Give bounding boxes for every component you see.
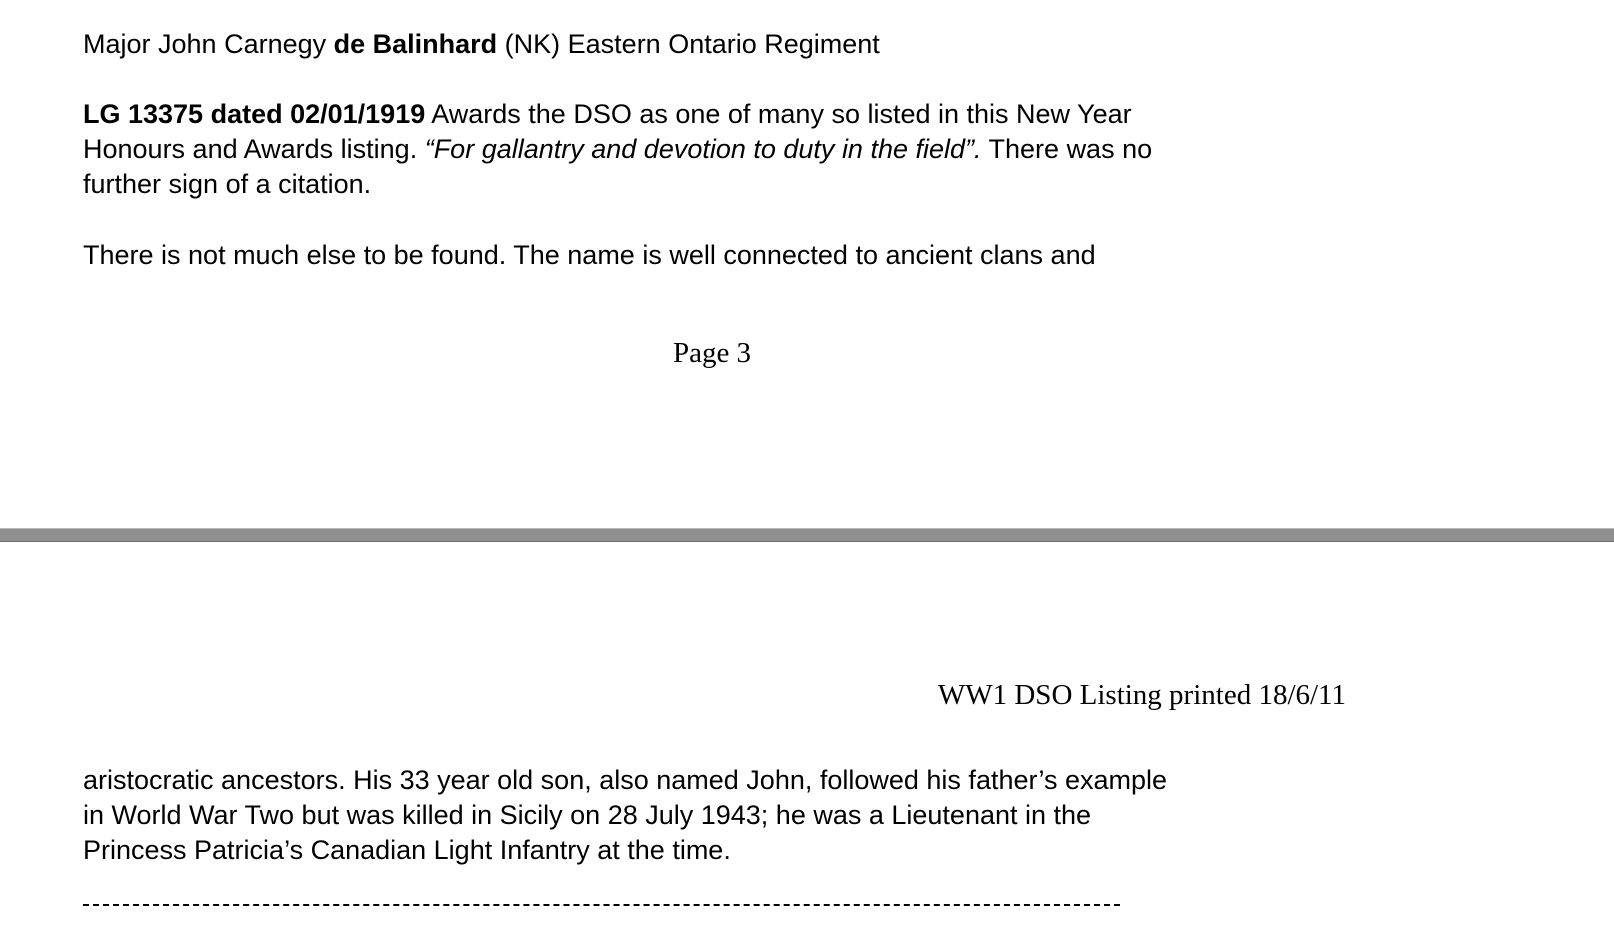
award-line-1-text: Awards the DSO as one of many so listed in this New Year xyxy=(425,99,1132,129)
citation-quote: “For gallantry and devotion to duty in the field”. xyxy=(424,134,982,164)
award-paragraph xyxy=(83,97,1152,202)
continuation-line-2: in World War Two but was killed in Sicily on 28 July 1943; he was a Lieutenant in the xyxy=(83,800,1092,830)
heading-prefix: Major John Carnegy xyxy=(83,29,334,59)
page-header: WW1 DSO Listing printed 18/6/11 xyxy=(937,679,1346,711)
note-line-1: There is not much else to be found. The name is well connected to ancient clans and xyxy=(83,240,1096,270)
heading-suffix: (NK) Eastern Ontario Regiment xyxy=(497,29,880,59)
continuation-line-1: aristocratic ancestors. His 33 year old son, also named John, followed his father’s example xyxy=(83,765,1168,795)
entry-heading xyxy=(83,27,880,62)
award-line-2-start: Honours and Awards listing. xyxy=(83,134,425,164)
continuation-line-3: Princess Patricia’s Canadian Light Infantry at the time. xyxy=(83,835,731,865)
award-line-2 xyxy=(83,132,1152,167)
award-line-1 xyxy=(83,97,1152,132)
heading-surname: de Balinhard xyxy=(333,29,498,59)
page-break-separator xyxy=(0,528,1614,542)
note-paragraph xyxy=(83,238,1096,273)
award-line-3: further sign of a citation. xyxy=(83,169,372,199)
continuation-paragraph xyxy=(83,763,1167,868)
gazette-reference: LG 13375 dated 02/01/1919 xyxy=(83,99,426,129)
award-line-2-end: There was no xyxy=(981,134,1153,164)
page-footer: Page 3 xyxy=(672,337,752,369)
dashed-separator xyxy=(83,904,1120,906)
